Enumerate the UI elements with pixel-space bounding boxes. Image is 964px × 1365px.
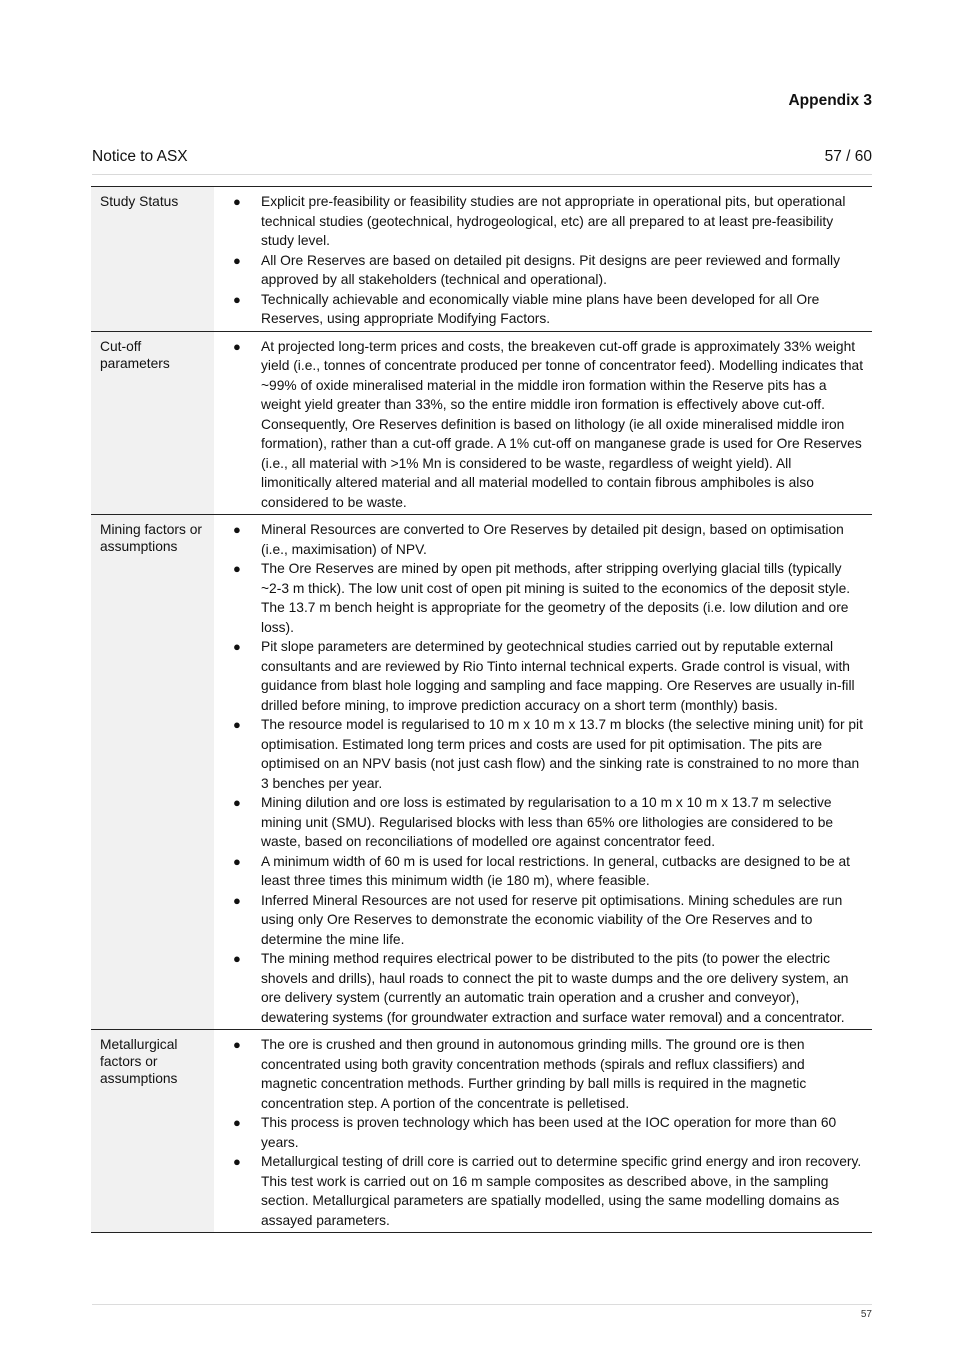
list-item: ● The mining method requires electrical power to be distributed to the pits (to power the electric shovels and drills), haul roads to connect the pit to waste dumps and the ore delivery system, an ore delivery system (currently an automatic train operation and a crusher and conveyor), dewatering systems (for groundwater extraction and surface water removal) and a concentrator. [233,951,849,1025]
table-row-cut-off-parameters [91,332,872,516]
bullet-icon: ● [233,561,241,576]
list-item: ● Mineral Resources are converted to Ore Reserves by detailed pit design, based on optimisation (i.e., maximisation) of NPV. [233,522,844,557]
bullet-icon: ● [233,853,241,869]
list-item: ● A minimum width of 60 m is used for local restrictions. In general, cutbacks are designed to be at least three times this minimum width (ie 180 m), where feasible. [233,853,850,888]
row-label: Metallurgical factors or assumptions [91,1030,214,1232]
bullet-icon: ● [233,795,241,810]
reserves-table [91,186,872,1233]
footer-divider [92,1304,872,1305]
table-row-mining-factors [91,515,872,1030]
list-item: ● All Ore Reserves are based on detailed pit designs. Pit designs are peer reviewed and formally approved by all stakeholders (technical and operational). [233,252,841,287]
page-indicator: 57 / 60 [824,148,872,165]
appendix-heading: Appendix 3 [788,92,872,109]
list-item: ● Pit slope parameters are determined by geotechnical studies carried out by reputable external consultants and are reviewed by Rio Tinto internal technical experts. Grade control is visual, with guidance from blast hole logging and sampling and face mapping. Ore Reserves are usually in-fill drilled before mining, to improve prediction accuracy on a short term (monthly) basis. [233,639,855,713]
bullet-icon: ● [233,194,241,209]
row-content [214,1030,872,1232]
bullet-icon: ● [233,951,241,966]
header-divider [92,174,872,175]
bullet-icon: ● [233,522,241,537]
footer-page-number: 57 [860,1309,872,1320]
list-item: ● The resource model is regularised to 10 m x 10 m x 13.7 m blocks (the selective mining unit) for pit optimisation. Estimated long term prices and costs are used for pit optimisation. The pits are optimised on an NPV basis (not just cash flow) and the sinking rate is constrained to no more than 3 benches per year. [233,717,863,791]
row-label: Study Status [91,187,214,331]
list-item: ● The Ore Reserves are mined by open pit methods, after stripping overlying glacial tills (typically ~2-3 m thick). The low unit cost of open pit mining is suited to the economics of the deposit style. The 13.7 m bench height is appropriate for the geometry of the deposits (i.e. low dilution and ore loss). [233,561,851,635]
bullet-icon: ● [233,892,241,908]
list-item: ● At projected long-term prices and costs, the breakeven cut-off grade is approximately 33% weight yield (i.e., tonnes of concentrate produced per tonne of concentrator feed). Modelling indicates that ~99% of oxide mineralised material in the middle iron formation within the Reserve pits has a weight yield greater than 33%, so the entire middle iron formation is effectively above cut-off. Consequently, Ore Reserves definition is based on lithology (ie all oxide mineralised middle iron formation), rather than a cut-off grade. A 1% cut-off on manganese grade is used for Ore Reserves (i.e., all material with >1% Mn is considered to be waste, regardless of weight yield). All limonitically altered material and all material modelled to contain fibrous amphiboles is also considered to be waste. [233,338,864,510]
row-label: Mining factors or assumptions [91,515,214,1029]
bullet-icon: ● [233,252,241,268]
list-item: ● Technically achievable and economically viable mine plans have been developed for all Ore Reserves, using appropriate Modifying Factors. [233,291,820,326]
row-content [214,515,872,1029]
bullet-icon: ● [233,291,241,307]
bullet-icon: ● [233,1154,241,1169]
bullet-icon: ● [233,1115,241,1130]
list-item: ● The ore is crushed and then ground in autonomous grinding mills. The ground ore is then concentrated using both gravity concentration methods (spirals and reflux classifiers) and magnetic concentration methods. Further grinding by ball mills is required in the magnetic concentration step. A portion of the concentrate is pelletised. [233,1037,807,1111]
bullet-icon: ● [233,1037,241,1052]
page-header [92,148,872,172]
list-item: ● Inferred Mineral Resources are not used for reserve pit optimisations. Mining schedules are run using only Ore Reserves to demonstrate the economic viability of the Ore Reserves and to determine the mine life. [233,892,843,947]
document-title: Notice to ASX [92,148,188,165]
row-content [214,332,872,515]
list-item: ● Explicit pre-feasibility or feasibility studies are not appropriate in operational pits, but operational technical studies (geotechnical, hydrogeological, etc) are all prepared to at least pre-feasibility study level. [233,194,846,248]
table-row-study-status [91,187,872,332]
bullet-icon: ● [233,338,241,354]
bullet-icon: ● [233,717,241,732]
row-label: Cut-off parameters [91,332,214,515]
list-item: ● This process is proven technology which has been used at the IOC operation for more than 60 years. [233,1115,837,1150]
row-content [214,187,872,331]
table-row-metallurgical-factors [91,1030,872,1233]
list-item: ● Mining dilution and ore loss is estimated by regularisation to a 10 m x 10 m x 13.7 m selective mining unit (SMU). Regularised blocks with less than 65% ore lithologies are considered to be waste, based on reconciliations of modelled ore against concentrator feed. [233,795,834,849]
bullet-icon: ● [233,639,241,654]
list-item: ● Metallurgical testing of drill core is carried out to determine specific grind energy and iron recovery. This test work is carried out on 16 m sample composites as described above, in the sampling section. Metallurgical parameters are spatially modelled, using the same modelling domains as assayed parameters. [233,1154,862,1228]
